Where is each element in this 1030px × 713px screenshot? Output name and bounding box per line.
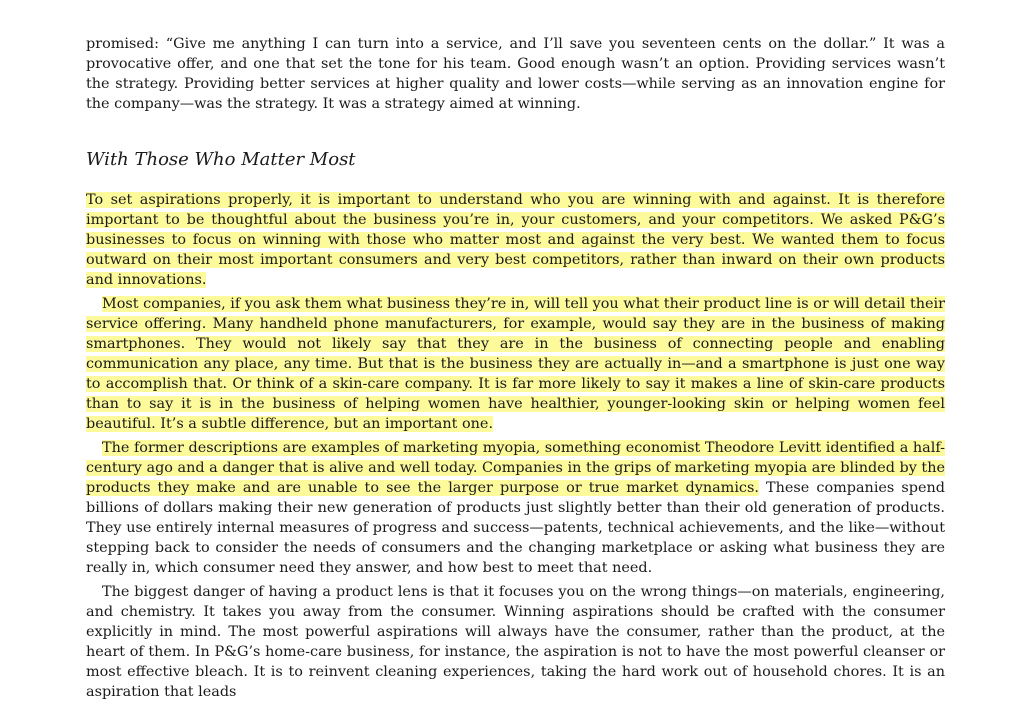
document-page xyxy=(86,34,945,702)
paragraph-4 xyxy=(86,582,945,702)
paragraph-3 xyxy=(86,438,945,578)
body-text: These companies spend billions of dollars making their new generation of products just slightly better than their old generation of products. They use entirely internal measures of progress and success—patents, technical achievements, and the like—without stepping back to consider the needs of consumers and the changing marketplace or asking what business they are really in, which consumer need they answer, and how best to meet that need. xyxy=(86,480,945,576)
paragraph-2 xyxy=(86,294,945,434)
intro-paragraph: promised: “Give me anything I can turn into a service, and I’ll save you seventeen cents on the dollar.” It was a provocative offer, and one that set the tone for his team. Good enough wasn’t an option. Providing services wasn’t the strategy. Providing better services at higher quality and lower costs—while serving as an innovation engine for the company—was the strategy. It was a strategy aimed at winning. xyxy=(86,36,945,112)
paragraph-1 xyxy=(86,190,945,290)
body-text: The biggest danger of having a product lens is that it focuses you on the wrong things—on materials, engineering, and chemistry. It takes you away from the consumer. Winning aspirations should be crafted with the consumer explicitly in mind. The most powerful aspirations will always have the consumer, rather than the product, at the heart of them. In P&G’s home-care business, for instance, the aspiration is not to have the most powerful cleanser or most effective bleach. It is to reinvent cleaning experiences, taking the hard work out of household chores. It is an aspiration that leads xyxy=(86,584,945,700)
highlighted-text[interactable]: The former descriptions are examples of marketing myopia, something economist Theodore Levitt identified a half-century ago and a danger that is alive and well today. Companies in the grips of marketing myopia are blinded by the products they make and are unable to see the larger purpose or true market dynamics. xyxy=(86,440,945,496)
highlighted-text[interactable]: To set aspirations properly, it is important to understand who you are winning with and against. It is therefore important to be thoughtful about the business you’re in, your customers, and your competitors. We asked P&G’s businesses to focus on winning with those who matter most and against the very best. We wanted them to focus outward on their most important consumers and very best competitors, rather than inward on their own products and innovations. xyxy=(86,192,945,288)
section-heading: With Those Who Matter Most xyxy=(86,149,356,170)
highlighted-text[interactable]: Most companies, if you ask them what business they’re in, will tell you what their product line is or will detail their service offering. Many handheld phone manufacturers, for example, would say they are in the business of making smartphones. They would not likely say that they are in the business of connecting people and enabling communication any place, any time. But that is the business they are actually in—and a smartphone is just one way to accomplish that. Or think of a skin-care company. It is far more likely to say it makes a line of skin-care products than to say it is in the business of helping women have healthier, younger-looking skin or helping women feel beautiful. It’s a subtle difference, but an important one. xyxy=(86,296,945,432)
